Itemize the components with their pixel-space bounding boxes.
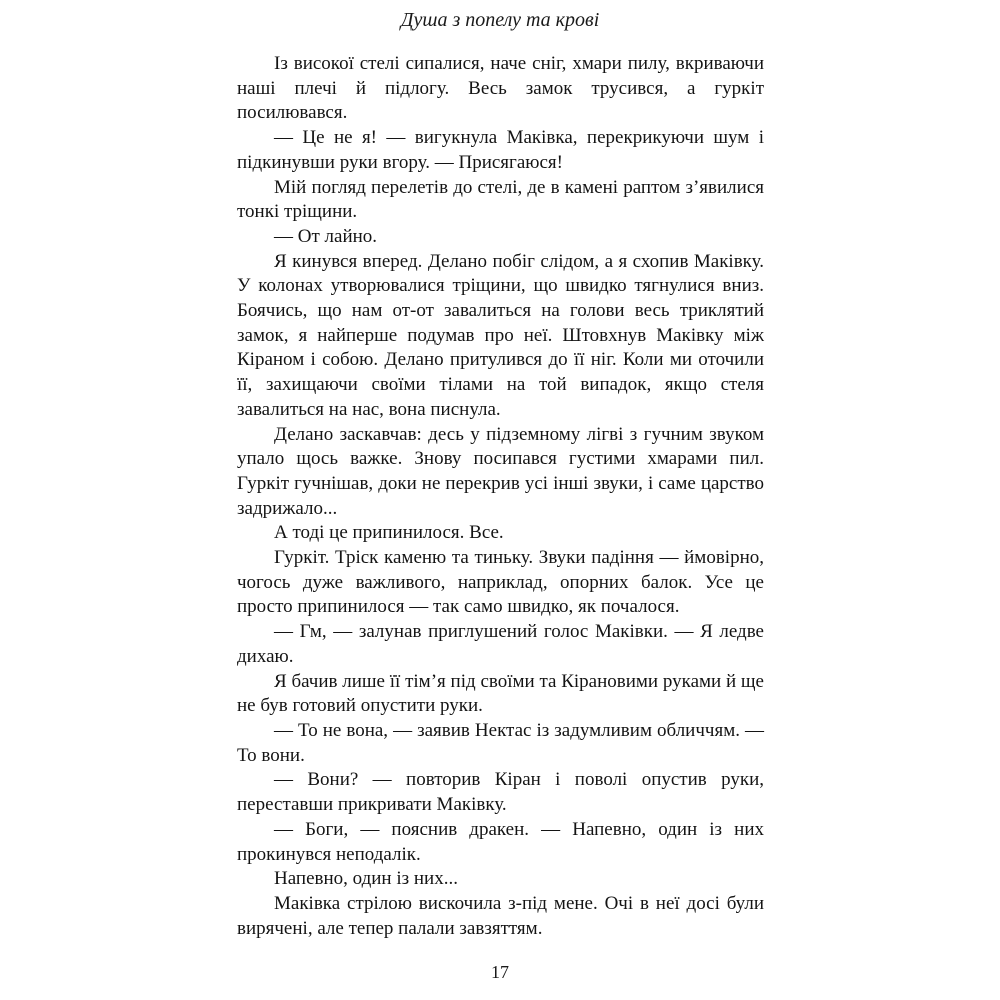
paragraph: — То не вона, — заявив Нектас із задумливим обличчям. — То вони. <box>237 719 764 766</box>
paragraph: — Вони? — повторив Кіран і поволі опустив руки, переставши прикривати Маківку. <box>237 769 764 816</box>
paragraph: Напевно, один із них... <box>274 868 458 890</box>
running-header: Душа з попелу та крові <box>400 9 600 31</box>
page-body <box>237 52 764 941</box>
paragraph: А тоді це припинилося. Все. <box>274 522 504 544</box>
paragraph: Я кинувся вперед. Делано побіг слідом, а я схопив Маківку. У колонах утворювалися тріщини, що швидко тягнулися вниз. Боячись, що нам от-от завалиться на голови весь триклятий замок, я найперше подумав про неї. Штовхнув Маківку між Кіраном і собою. Делано притулився до її ніг. Коли ми оточили її, захищаючи своїми тілами на той випадок, якщо стеля завалиться на нас, вона писнула. <box>237 250 764 420</box>
paragraph: Гуркіт. Тріск каменю та тиньку. Звуки падіння — ймовірно, чогось дуже важливого, наприклад, опорних балок. Усе це просто припинилося — так само швидко, як почалося. <box>237 547 764 618</box>
paragraph: Мій погляд перелетів до стелі, де в камені раптом з’явилися тонкі тріщини. <box>237 176 764 223</box>
paragraph: Із високої стелі сипалися, наче сніг, хмари пилу, вкриваючи наші плечі й підлогу. Весь замок трусився, а гуркіт посилювався. <box>237 53 764 124</box>
page-number: 17 <box>491 962 509 982</box>
paragraph: — Боги, — пояснив дракен. — Напевно, один із них прокинувся неподалік. <box>237 818 764 865</box>
paragraph: Делано заскавчав: десь у підземному лігві з гучним звуком упало щось важке. Знову посипався густими хмарами пил. Гуркіт гучнішав, доки не перекрив усі інші звуки, і саме царство задрижало... <box>237 423 764 519</box>
paragraph: — Гм, — залунав приглушений голос Маківки. — Я ледве дихаю. <box>237 621 764 667</box>
paragraph: — От лайно. <box>274 225 378 247</box>
paragraph: Я бачив лише її тім’я під своїми та Кірановими руками й ще не був готовий опустити руки. <box>237 670 764 717</box>
paragraph: — Це не я! — вигукнула Маківка, перекрикуючи шум і підкинувши руки вгору. — Присягаюся! <box>237 127 764 173</box>
paragraph: Маківка стрілою вискочила з-під мене. Очі в неї досі були вирячені, але тепер палали завзяттям. <box>237 892 764 939</box>
